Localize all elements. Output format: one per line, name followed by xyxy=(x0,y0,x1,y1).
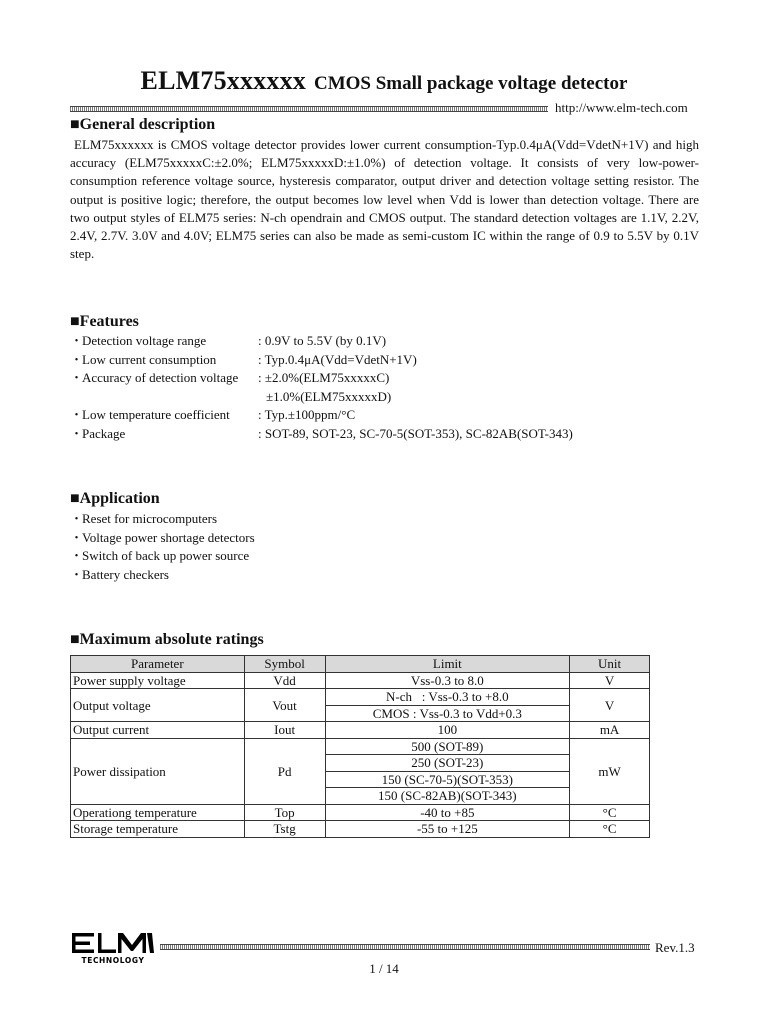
elm-technology-logo xyxy=(70,929,156,965)
table-row xyxy=(71,738,650,755)
parameter-cell: Operationg temperature xyxy=(71,804,245,821)
limit-cell: -40 to +85 xyxy=(325,804,570,821)
table-row xyxy=(71,722,650,739)
unit-cell: mW xyxy=(570,738,650,804)
unit-cell: mA xyxy=(570,722,650,739)
application-item xyxy=(70,529,255,548)
application-text: Voltage power shortage detectors xyxy=(82,529,255,545)
unit-cell: V xyxy=(570,672,650,689)
bullet: ・ xyxy=(70,407,84,422)
feature-label: Accuracy of detection voltage xyxy=(82,370,239,385)
application-item xyxy=(70,510,255,529)
application-text: Reset for microcomputers xyxy=(82,511,218,526)
table-header-row xyxy=(71,656,650,673)
symbol-cell: Iout xyxy=(244,722,325,739)
feature-value: : 0.9V to 5.5V (by 0.1V) xyxy=(258,333,387,348)
table-row xyxy=(71,689,650,706)
feature-item xyxy=(70,406,573,425)
limit-cell: 250 (SOT-23) xyxy=(325,755,570,772)
symbol-cell: Vout xyxy=(244,689,325,722)
feature-label: Package xyxy=(82,425,126,441)
application-text: Battery checkers xyxy=(82,566,169,582)
limit-cell: 150 (SC-82AB)(SOT-343) xyxy=(325,788,570,805)
feature-label: Detection voltage range xyxy=(82,333,207,348)
feature-item xyxy=(70,369,573,388)
unit-cell: °C xyxy=(570,821,650,838)
features-list xyxy=(70,332,573,443)
application-item xyxy=(70,547,255,566)
limit-cell: N-ch : Vss-0.3 to +8.0 xyxy=(325,689,570,706)
symbol-cell: Tstg xyxy=(244,821,325,838)
bullet: ・ xyxy=(70,566,84,582)
column-header: Limit xyxy=(325,656,570,673)
limit-cell: 150 (SC-70-5)(SOT-353) xyxy=(325,771,570,788)
ratings-table xyxy=(70,655,650,838)
symbol-cell: Vdd xyxy=(244,672,325,689)
logo-subtext: TECHNOLOGY xyxy=(81,956,145,965)
feature-item xyxy=(70,351,573,370)
document-title xyxy=(0,66,768,96)
feature-value: : ±2.0%(ELM75xxxxxC) xyxy=(258,370,390,385)
feature-label: Low temperature coefficient xyxy=(82,407,230,422)
bullet: ・ xyxy=(70,548,84,563)
limit-cell: Vss-0.3 to 8.0 xyxy=(325,672,570,689)
application-text: Switch of back up power source xyxy=(82,548,250,563)
feature-value: : Typ.0.4μA(Vdd=VdetN+1V) xyxy=(258,351,417,367)
parameter-cell: Output current xyxy=(71,722,245,739)
parameter-cell: Output voltage xyxy=(71,689,245,722)
limit-cell: CMOS : Vss-0.3 to Vdd+0.3 xyxy=(325,705,570,722)
features-heading: ■Features xyxy=(70,313,139,330)
footer-divider xyxy=(160,944,650,950)
feature-item xyxy=(70,425,573,444)
feature-label: Low current consumption xyxy=(82,351,217,367)
feature-value-continued: ±1.0%(ELM75xxxxxD) xyxy=(266,388,392,404)
company-url[interactable]: http://www.elm-tech.com xyxy=(555,100,688,115)
limit-cell: 500 (SOT-89) xyxy=(325,738,570,755)
feature-value: : SOT-89, SOT-23, SC-70-5(SOT-353), SC-82AB(SOT-343) xyxy=(258,425,573,441)
table-row xyxy=(71,804,650,821)
limit-cell: -55 to +125 xyxy=(325,821,570,838)
revision-label: Rev.1.3 xyxy=(655,940,695,955)
bullet: ・ xyxy=(70,529,84,545)
limit-cell: 100 xyxy=(325,722,570,739)
bullet: ・ xyxy=(70,511,84,526)
general-description-heading: ■General description xyxy=(70,116,216,133)
bullet: ・ xyxy=(70,370,84,385)
column-header: Symbol xyxy=(244,656,325,673)
symbol-cell: Pd xyxy=(244,738,325,804)
bullet: ・ xyxy=(70,333,84,348)
table-row xyxy=(71,821,650,838)
bullet: ・ xyxy=(70,425,84,441)
application-item xyxy=(70,566,255,585)
application-heading: ■Application xyxy=(70,490,160,507)
feature-value: : Typ.±100ppm/°C xyxy=(258,407,356,422)
parameter-cell: Power dissipation xyxy=(71,738,245,804)
unit-cell: °C xyxy=(570,804,650,821)
page-number: 1 / 14 xyxy=(369,961,399,976)
product-subtitle: CMOS Small package voltage detector xyxy=(313,73,628,94)
application-list xyxy=(70,510,255,584)
column-header: Parameter xyxy=(71,656,245,673)
parameter-cell: Storage temperature xyxy=(71,821,245,838)
parameter-cell: Power supply voltage xyxy=(71,672,245,689)
column-header: Unit xyxy=(570,656,650,673)
bullet: ・ xyxy=(70,351,84,367)
ratings-heading: ■Maximum absolute ratings xyxy=(70,631,264,648)
symbol-cell: Top xyxy=(244,804,325,821)
part-number: ELM75xxxxxx xyxy=(140,66,306,95)
feature-item xyxy=(70,332,573,351)
table-row xyxy=(71,672,650,689)
unit-cell: V xyxy=(570,689,650,722)
header-divider xyxy=(70,106,548,112)
general-description-text: ELM75xxxxxx is CMOS voltage detector provides lower current consumption-Typ.0.4μA(Vdd=VdetN+1V) and high accuracy (ELM75xxxxxC:±2.0%; ELM75xxxxxD:±1.0%) of detection voltage. It consists of very low-power-consumption reference voltage source, hysteresis comparator, output driver and detection voltage setting resistor. The output is positive logic; therefore, the output becomes low level when Vdd is lower than detection voltage. There are two output styles of ELM75 series: N-ch opendrain and CMOS output. The standard detection voltages are 1.1V, 2.2V, 2.4V, 2.7V. 3.0V and 4.0V; ELM75 series can also be made as semi-custom IC within the range of 0.9 to 5.5V by 0.1V step. xyxy=(70,137,699,262)
